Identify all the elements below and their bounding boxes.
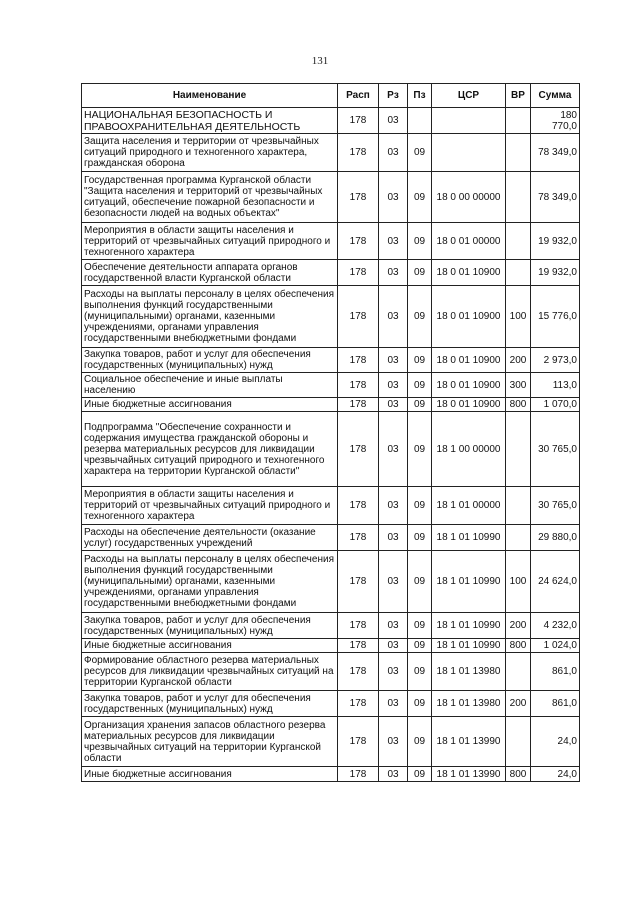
row-name: Организация хранения запасов областного резерва материальных ресурсов для ликвидации чрезвычайных ситуаций на территории Курганской области	[82, 717, 338, 767]
row-rasp: 178	[338, 639, 379, 653]
row-vr: 800	[506, 398, 531, 412]
row-rz: 03	[379, 260, 408, 286]
row-vr: 200	[506, 613, 531, 639]
row-pz: 09	[408, 653, 432, 691]
row-rz: 03	[379, 412, 408, 487]
row-rasp: 178	[338, 134, 379, 172]
row-rz: 03	[379, 348, 408, 373]
row-vr	[506, 653, 531, 691]
row-vr	[506, 717, 531, 767]
row-pz: 09	[408, 487, 432, 525]
row-csr: 18 0 01 10900	[432, 286, 506, 348]
row-csr: 18 0 01 10900	[432, 260, 506, 286]
row-sum: 1 070,0	[531, 398, 580, 412]
row-csr: 18 0 01 00000	[432, 223, 506, 260]
row-sum: 78 349,0	[531, 172, 580, 223]
header-row	[82, 84, 580, 108]
row-vr	[506, 260, 531, 286]
row-pz: 09	[408, 172, 432, 223]
row-csr: 18 0 01 10900	[432, 373, 506, 398]
table-row	[82, 260, 580, 286]
row-pz: 09	[408, 525, 432, 551]
table-row	[82, 223, 580, 260]
row-rasp: 178	[338, 286, 379, 348]
row-pz: 09	[408, 767, 432, 782]
row-name: Расходы на обеспечение деятельности (оказание услуг) государственных учреждений	[82, 525, 338, 551]
row-sum: 2 973,0	[531, 348, 580, 373]
page-number: 131	[311, 55, 329, 67]
row-sum: 4 232,0	[531, 613, 580, 639]
table-row	[82, 348, 580, 373]
row-name: Обеспечение деятельности аппарата органов государственной власти Курганской области	[82, 260, 338, 286]
table-row	[82, 134, 580, 172]
table-row	[82, 653, 580, 691]
row-vr: 800	[506, 639, 531, 653]
row-sum: 1 024,0	[531, 639, 580, 653]
row-pz: 09	[408, 412, 432, 487]
row-rz: 03	[379, 653, 408, 691]
row-vr: 200	[506, 691, 531, 717]
row-rz: 03	[379, 717, 408, 767]
table-row	[82, 717, 580, 767]
row-name: Мероприятия в области защиты населения и территорий от чрезвычайных ситуаций природного и техногенного характера	[82, 223, 338, 260]
row-rasp: 178	[338, 691, 379, 717]
row-csr: 18 0 00 00000	[432, 172, 506, 223]
row-rz: 03	[379, 398, 408, 412]
row-rz: 03	[379, 223, 408, 260]
header-pz: Пз	[408, 84, 432, 108]
row-vr	[506, 487, 531, 525]
row-pz	[408, 108, 432, 134]
row-rz: 03	[379, 525, 408, 551]
row-rasp: 178	[338, 551, 379, 613]
row-name: Формирование областного резерва материальных ресурсов для ликвидации чрезвычайных ситуаций на территории Курганской области	[82, 653, 338, 691]
row-name: Иные бюджетные ассигнования	[82, 767, 338, 782]
table-row	[82, 487, 580, 525]
header-rz: Рз	[379, 84, 408, 108]
row-pz: 09	[408, 691, 432, 717]
row-rasp: 178	[338, 223, 379, 260]
row-vr	[506, 223, 531, 260]
row-sum: 29 880,0	[531, 525, 580, 551]
row-csr: 18 1 01 13990	[432, 717, 506, 767]
row-csr: 18 1 01 10990	[432, 551, 506, 613]
row-pz: 09	[408, 260, 432, 286]
row-rasp: 178	[338, 487, 379, 525]
row-vr: 100	[506, 286, 531, 348]
row-rasp: 178	[338, 373, 379, 398]
row-name: Закупка товаров, работ и услуг для обеспечения государственных (муниципальных) нужд	[82, 613, 338, 639]
row-sum: 113,0	[531, 373, 580, 398]
table-row	[82, 525, 580, 551]
row-sum: 78 349,0	[531, 134, 580, 172]
row-pz: 09	[408, 223, 432, 260]
row-rz: 03	[379, 767, 408, 782]
row-sum: 180 770,0	[531, 108, 580, 134]
row-name: Государственная программа Курганской области "Защита населения и территорий от чрезвычайных ситуаций, обеспечение пожарной безопасности и безопасности людей на водных объектах"	[82, 172, 338, 223]
row-csr: 18 1 01 10990	[432, 613, 506, 639]
row-vr	[506, 108, 531, 134]
row-pz: 09	[408, 551, 432, 613]
row-sum: 19 932,0	[531, 223, 580, 260]
row-csr: 18 1 01 13990	[432, 767, 506, 782]
row-rasp: 178	[338, 767, 379, 782]
row-sum: 861,0	[531, 691, 580, 717]
header-rasp: Расп	[338, 84, 379, 108]
row-sum: 19 932,0	[531, 260, 580, 286]
row-csr: 18 1 01 10990	[432, 639, 506, 653]
row-rasp: 178	[338, 172, 379, 223]
row-name: Защита населения и территории от чрезвычайных ситуаций природного и техногенного характера, гражданская оборона	[82, 134, 338, 172]
table-row	[82, 639, 580, 653]
row-rz: 03	[379, 551, 408, 613]
row-sum: 861,0	[531, 653, 580, 691]
row-csr: 18 1 01 13980	[432, 653, 506, 691]
table-row	[82, 691, 580, 717]
row-csr: 18 1 01 13980	[432, 691, 506, 717]
row-csr	[432, 134, 506, 172]
row-rasp: 178	[338, 108, 379, 134]
row-pz: 09	[408, 286, 432, 348]
row-pz: 09	[408, 613, 432, 639]
row-sum: 24,0	[531, 767, 580, 782]
row-rz: 03	[379, 373, 408, 398]
row-rasp: 178	[338, 613, 379, 639]
row-csr	[432, 108, 506, 134]
row-name: Подпрограмма "Обеспечение сохранности и содержания имущества гражданской обороны и резерва материальных ресурсов для ликвидации чрезвычайных ситуаций природного и техногенного характера на территории Курганской области"	[82, 412, 338, 487]
table-row	[82, 551, 580, 613]
row-sum: 30 765,0	[531, 487, 580, 525]
header-vr: ВР	[506, 84, 531, 108]
row-name: Мероприятия в области защиты населения и территорий от чрезвычайных ситуаций природного и техногенного характера	[82, 487, 338, 525]
row-rasp: 178	[338, 260, 379, 286]
row-rz: 03	[379, 639, 408, 653]
row-rasp: 178	[338, 653, 379, 691]
row-vr	[506, 412, 531, 487]
table-row	[82, 412, 580, 487]
row-rasp: 178	[338, 412, 379, 487]
row-name: Расходы на выплаты персоналу в целях обеспечения выполнения функций государственными (муниципальными) органами, казенными учреждениями, органами управления государственными внебюджетными фондами	[82, 551, 338, 613]
row-vr: 200	[506, 348, 531, 373]
row-name: Расходы на выплаты персоналу в целях обеспечения выполнения функций государственными (муниципальными) органами, казенными учреждениями, органами управления государственными внебюджетными фондами	[82, 286, 338, 348]
row-vr: 300	[506, 373, 531, 398]
row-name: Иные бюджетные ассигнования	[82, 398, 338, 412]
row-rasp: 178	[338, 398, 379, 412]
row-rz: 03	[379, 487, 408, 525]
row-name: Закупка товаров, работ и услуг для обеспечения государственных (муниципальных) нужд	[82, 691, 338, 717]
row-rz: 03	[379, 286, 408, 348]
row-rz: 03	[379, 108, 408, 134]
table-row	[82, 613, 580, 639]
row-vr: 100	[506, 551, 531, 613]
row-pz: 09	[408, 348, 432, 373]
row-rz: 03	[379, 613, 408, 639]
table-row	[82, 172, 580, 223]
table-row	[82, 398, 580, 412]
table-row	[82, 373, 580, 398]
row-csr: 18 1 00 00000	[432, 412, 506, 487]
row-vr	[506, 172, 531, 223]
budget-table	[81, 83, 580, 782]
row-name: Социальное обеспечение и иные выплаты населению	[82, 373, 338, 398]
header-name: Наименование	[82, 84, 338, 108]
row-name: Закупка товаров, работ и услуг для обеспечения государственных (муниципальных) нужд	[82, 348, 338, 373]
row-rz: 03	[379, 691, 408, 717]
table-row	[82, 286, 580, 348]
header-sum: Сумма	[531, 84, 580, 108]
row-rz: 03	[379, 134, 408, 172]
row-pz: 09	[408, 398, 432, 412]
row-sum: 15 776,0	[531, 286, 580, 348]
table-row	[82, 767, 580, 782]
row-csr: 18 0 01 10900	[432, 348, 506, 373]
row-csr: 18 1 01 10990	[432, 525, 506, 551]
row-pz: 09	[408, 373, 432, 398]
row-vr: 800	[506, 767, 531, 782]
row-vr	[506, 134, 531, 172]
row-pz: 09	[408, 639, 432, 653]
row-rasp: 178	[338, 717, 379, 767]
row-pz: 09	[408, 717, 432, 767]
header-csr: ЦСР	[432, 84, 506, 108]
row-rasp: 178	[338, 525, 379, 551]
table-row	[82, 108, 580, 134]
row-rz: 03	[379, 172, 408, 223]
row-pz: 09	[408, 134, 432, 172]
row-sum: 30 765,0	[531, 412, 580, 487]
row-csr: 18 0 01 10900	[432, 398, 506, 412]
row-name: Иные бюджетные ассигнования	[82, 639, 338, 653]
row-name: НАЦИОНАЛЬНАЯ БЕЗОПАСНОСТЬ И ПРАВООХРАНИТЕЛЬНАЯ ДЕЯТЕЛЬНОСТЬ	[82, 108, 338, 134]
row-rasp: 178	[338, 348, 379, 373]
row-vr	[506, 525, 531, 551]
row-sum: 24,0	[531, 717, 580, 767]
row-sum: 24 624,0	[531, 551, 580, 613]
row-csr: 18 1 01 00000	[432, 487, 506, 525]
